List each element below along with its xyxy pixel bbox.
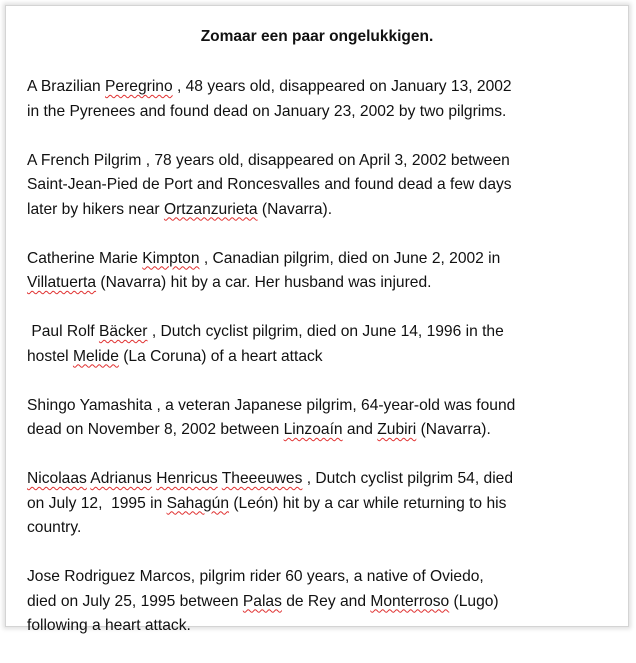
text-segment: , Canadian pilgrim, died on June 2, 2002 in bbox=[199, 249, 501, 267]
text-segment: (León) hit by a car while returning to his bbox=[229, 494, 507, 512]
text-segment: Saint-Jean-Pied de Port and Roncesvalles and found dead a few days bbox=[27, 176, 512, 193]
text-line bbox=[27, 247, 627, 272]
text-line bbox=[27, 345, 627, 370]
text-line bbox=[27, 173, 627, 198]
paragraph bbox=[27, 320, 627, 369]
text-line bbox=[27, 418, 627, 443]
text-segment: hostel bbox=[27, 347, 73, 365]
text-segment: , 48 years old, disappeared on January 13, 2002 bbox=[172, 78, 512, 95]
text-segment: (Lugo) bbox=[449, 592, 499, 610]
paragraph bbox=[27, 467, 627, 541]
document-body bbox=[27, 75, 627, 663]
misspelled-word: Peregrino bbox=[105, 78, 173, 95]
misspelled-word: Theeeuwes bbox=[221, 470, 303, 487]
misspelled-word: Bäcker bbox=[98, 323, 148, 340]
misspelled-word: Palas bbox=[242, 592, 282, 610]
misspelled-word: Villatuerta bbox=[27, 274, 97, 291]
text-line bbox=[27, 394, 627, 419]
text-line bbox=[27, 590, 627, 615]
paragraph bbox=[27, 149, 627, 223]
misspelled-word: Melide bbox=[72, 347, 119, 365]
misspelled-word: Monterroso bbox=[370, 592, 450, 610]
paragraph bbox=[27, 75, 627, 124]
text-segment: dead on November 8, 2002 between bbox=[27, 421, 284, 438]
text-line bbox=[27, 198, 627, 223]
text-line bbox=[27, 100, 627, 125]
text-line bbox=[27, 492, 627, 517]
text-segment: on July 12, 1995 in bbox=[27, 494, 167, 512]
text-segment: A Brazilian bbox=[27, 78, 106, 95]
misspelled-word: Henricus bbox=[156, 470, 218, 487]
text-segment: A French Pilgrim , 78 years old, disappeared on April 3, 2002 between bbox=[27, 151, 510, 169]
text-line bbox=[27, 565, 627, 590]
text-segment: (La Coruna) of a heart attack bbox=[118, 347, 323, 365]
document-title: Zomaar een paar ongelukkigen. bbox=[200, 28, 434, 45]
misspelled-word: Zubiri bbox=[377, 421, 417, 438]
text-segment: Shingo Yamashita , a veteran Japanese pilgrim, 64-year-old was found bbox=[27, 396, 516, 414]
document-page bbox=[5, 5, 629, 634]
text-line bbox=[27, 149, 627, 174]
text-line bbox=[27, 614, 627, 639]
text-segment: , Dutch cyclist pilgrim, died on June 14, 1996 in the bbox=[147, 323, 504, 340]
text-line bbox=[27, 75, 627, 100]
paragraph bbox=[27, 565, 627, 639]
text-segment: (Navarra) hit by a car. Her husband was injured. bbox=[96, 274, 432, 291]
text-segment: in the Pyrenees and found dead on January 23, 2002 by two pilgrims. bbox=[27, 102, 507, 120]
misspelled-word: Sahagún bbox=[166, 494, 230, 512]
text-segment: country. bbox=[27, 519, 82, 536]
text-segment: Paul Rolf bbox=[27, 323, 99, 340]
paragraph bbox=[27, 394, 627, 443]
text-segment: (Navarra). bbox=[416, 421, 491, 438]
misspelled-word: Nicolaas bbox=[27, 470, 87, 487]
text-line bbox=[27, 467, 627, 492]
text-segment: died on July 25, 1995 between bbox=[27, 592, 243, 610]
text-segment: Catherine Marie bbox=[27, 249, 143, 267]
text-segment: Jose Rodriguez Marcos, pilgrim rider 60 years, a native of Oviedo, bbox=[27, 568, 484, 585]
text-segment: de Rey and bbox=[281, 592, 371, 610]
text-segment: and bbox=[342, 421, 378, 438]
misspelled-word: Ortzanzurieta bbox=[163, 200, 258, 218]
text-line bbox=[27, 271, 627, 296]
paragraph bbox=[27, 247, 627, 296]
misspelled-word: Adrianus bbox=[90, 470, 152, 487]
text-line bbox=[27, 320, 627, 345]
text-segment: (Navarra). bbox=[257, 200, 333, 218]
text-segment: later by hikers near bbox=[27, 200, 164, 218]
misspelled-word: Kimpton bbox=[142, 249, 200, 267]
text-segment: , Dutch cyclist pilgrim 54, died bbox=[302, 470, 513, 487]
text-line bbox=[27, 516, 627, 541]
text-segment: following a heart attack. bbox=[27, 617, 191, 634]
misspelled-word: Linzoaín bbox=[283, 421, 343, 438]
